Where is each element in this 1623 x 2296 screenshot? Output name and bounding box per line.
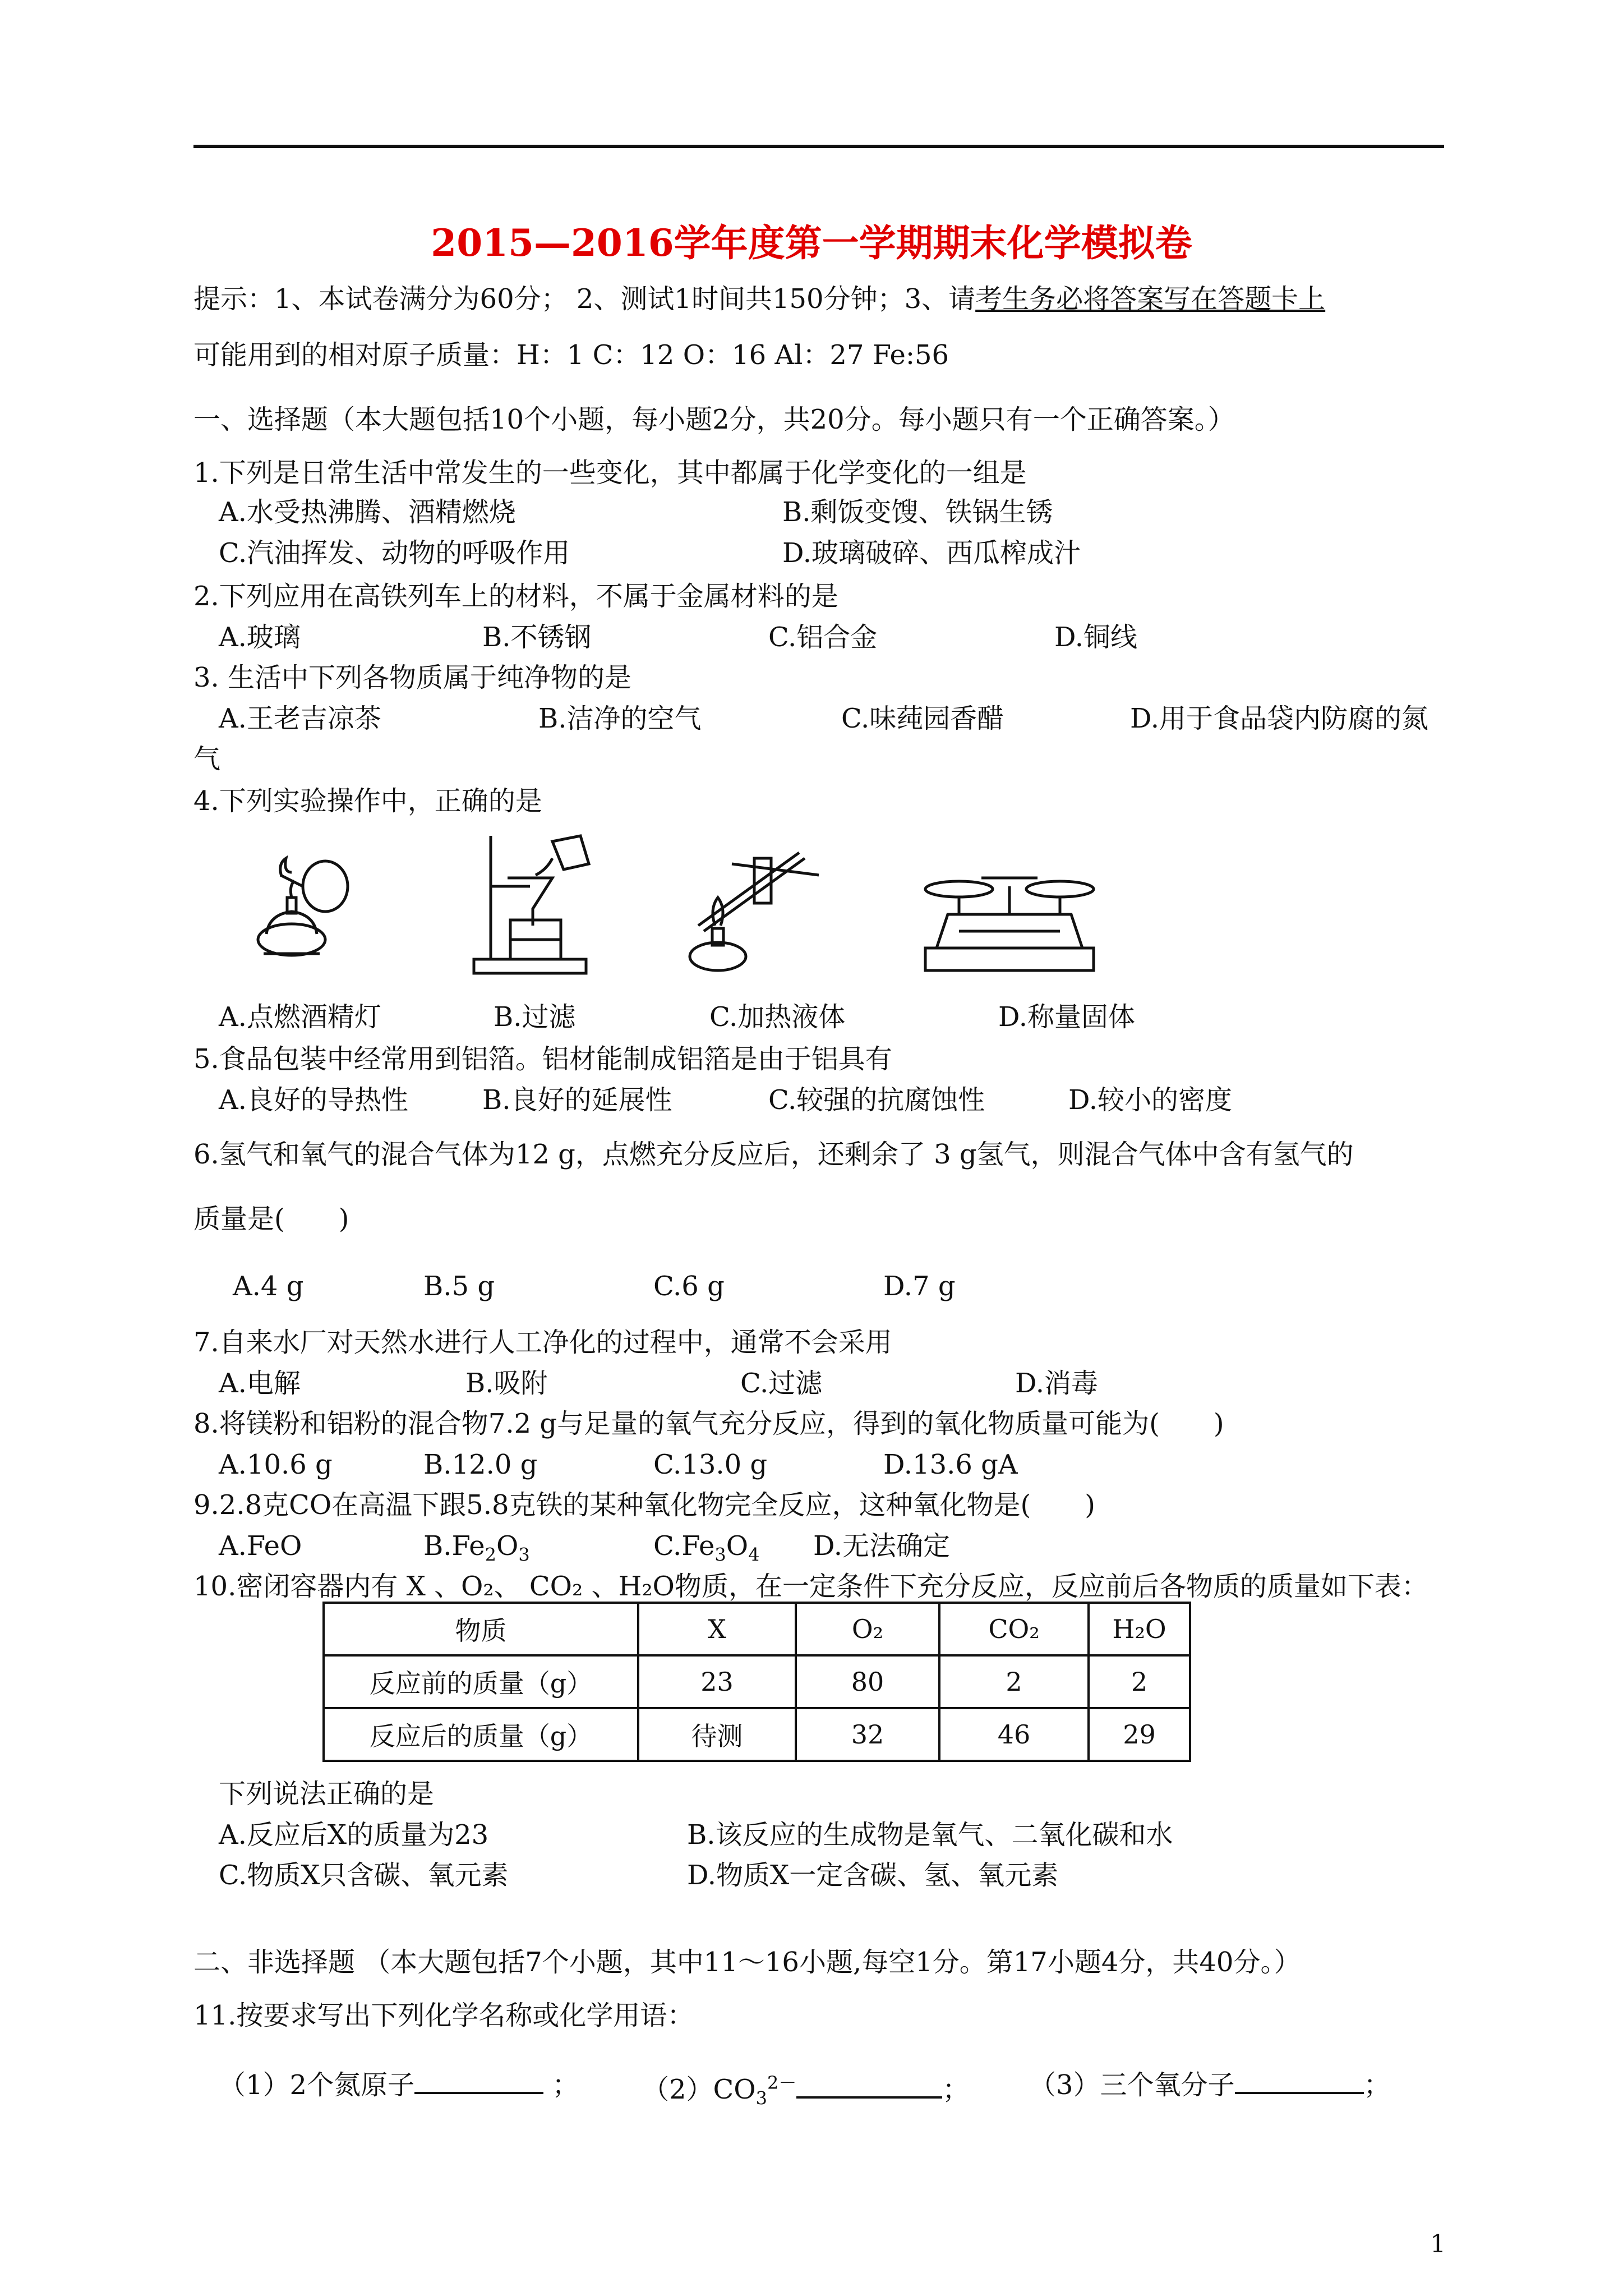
section-1-heading: 一、选择题（本大题包括10个小题，每小题2分，共20分。每小题只有一个正确答案。） bbox=[193, 404, 1235, 435]
q1-option-b: B.剩饭变馊、铁锅生锈 bbox=[782, 496, 1053, 528]
q1-option-d: D.玻璃破碎、西瓜榨成汁 bbox=[782, 537, 1081, 569]
table-cell: 46 bbox=[939, 1708, 1089, 1761]
q3-option-c: C.味莼园香醋 bbox=[841, 703, 1004, 734]
q11-blank-1[interactable] bbox=[414, 2067, 543, 2094]
table-cell: 80 bbox=[796, 1655, 939, 1708]
table-header-cell: H₂O bbox=[1089, 1603, 1190, 1655]
table-header-cell: X bbox=[638, 1603, 796, 1655]
q11-part-1-label: （1）2个氮原子 bbox=[219, 2069, 415, 2101]
q2-stem: 2.下列应用在高铁列车上的材料，不属于金属材料的是 bbox=[193, 581, 838, 612]
mass-table bbox=[322, 1602, 1191, 1762]
q3-option-d-cont: 气 bbox=[193, 743, 221, 775]
table-header-cell: CO₂ bbox=[939, 1603, 1089, 1655]
q6-option-a: A.4 g bbox=[233, 1271, 304, 1302]
alcohol-lamp-lighting-illustration bbox=[247, 841, 376, 970]
table-cell: 反应前的质量（g） bbox=[324, 1655, 638, 1708]
q11-part-3-label: （3）三个氧分子 bbox=[1029, 2069, 1235, 2101]
q5-option-d: D.较小的密度 bbox=[1068, 1084, 1233, 1116]
q9-option-c: $C.Fe_3O_4$ bbox=[653, 1530, 760, 1566]
q9-option-a: A.FeO bbox=[219, 1530, 302, 1562]
balance-weighing-illustration bbox=[914, 864, 1105, 976]
table-cell: 32 bbox=[796, 1708, 939, 1761]
q10-prompt: 下列说法正确的是 bbox=[219, 1778, 435, 1810]
q9-option-d: D.无法确定 bbox=[813, 1530, 951, 1562]
tip-line bbox=[193, 283, 1325, 315]
q10-option-b: B.该反应的生成物是氧气、二氧化碳和水 bbox=[687, 1819, 1173, 1851]
q5-option-a: A.良好的导热性 bbox=[219, 1084, 408, 1116]
atomic-masses: 可能用到的相对原子质量：H：1 C：12 O：16 Al：27 Fe:56 bbox=[193, 339, 949, 371]
q8-stem: 8.将镁粉和铝粉的混合物7.2 g与足量的氧气充分反应，得到的氧化物质量可能为( ) bbox=[193, 1408, 1224, 1439]
table-cell: 反应后的质量（g） bbox=[324, 1708, 638, 1761]
q9-stem: 9.2.8克CO在高温下跟5.8克铁的某种氧化物完全反应，这种氧化物是( ) bbox=[193, 1489, 1096, 1521]
heating-liquid-illustration bbox=[676, 841, 827, 982]
q11-part-1: （1）2个氮原子 ； bbox=[219, 2067, 579, 2101]
table-cell: 待测 bbox=[638, 1708, 796, 1761]
table-row bbox=[324, 1708, 1190, 1761]
q8-option-c: C.13.0 g bbox=[653, 1449, 768, 1480]
q1-stem: 1.下列是日常生活中常发生的一些变化，其中都属于化学变化的一组是 bbox=[193, 457, 1027, 489]
q8-option-d: D.13.6 gA bbox=[883, 1449, 1018, 1480]
q7-option-b: B.吸附 bbox=[465, 1368, 548, 1399]
q2-option-a: A.玻璃 bbox=[219, 622, 301, 653]
q11-part-2: $(2)CO_3^{2-}$ ； bbox=[642, 2072, 970, 2109]
q4-option-c: C.加热液体 bbox=[709, 1001, 846, 1033]
q11-stem: 11.按要求写出下列化学名称或化学用语： bbox=[193, 2000, 694, 2031]
q10-stem: 10.密闭容器内有 X 、O₂、 CO₂ 、H₂O物质，在一定条件下充分反应，反应前后各物质的质量如下表： bbox=[193, 1571, 1428, 1602]
q10-option-c: C.物质X只含碳、氧元素 bbox=[219, 1860, 509, 1891]
tip-text: 提示：1、本试卷满分为60分； 2、测试1时间共150分钟；3、请 bbox=[193, 283, 976, 315]
q3-option-d: D.用于食品袋内防腐的氮 bbox=[1130, 703, 1429, 734]
q6-option-c: C.6 g bbox=[653, 1271, 725, 1302]
q3-option-a: A.王老吉凉茶 bbox=[219, 703, 381, 734]
q7-option-d: D.消毒 bbox=[1015, 1368, 1099, 1399]
q7-option-a: A.电解 bbox=[219, 1368, 301, 1399]
q7-stem: 7.自来水厂对天然水进行人工净化的过程中，通常不会采用 bbox=[193, 1327, 892, 1358]
q11-part-2-label: （2）CO bbox=[642, 2074, 756, 2105]
q4-option-a: A.点燃酒精灯 bbox=[219, 1001, 381, 1033]
q1-option-c: C.汽油挥发、动物的呼吸作用 bbox=[219, 537, 570, 569]
table-header-cell: 物质 bbox=[324, 1603, 638, 1655]
table-cell: 23 bbox=[638, 1655, 796, 1708]
q2-option-d: D.铜线 bbox=[1054, 622, 1138, 653]
q2-option-b: B.不锈钢 bbox=[482, 622, 592, 653]
table-header-row bbox=[324, 1603, 1190, 1655]
q6-option-b: B.5 g bbox=[423, 1271, 495, 1302]
q11-blank-2[interactable] bbox=[796, 2072, 942, 2099]
page-title: 2015—2016学年度第一学期期末化学模拟卷 bbox=[431, 221, 1192, 265]
q6-option-d: D.7 g bbox=[883, 1271, 956, 1302]
q11-part-3: （3）三个氧分子 ； bbox=[1029, 2067, 1391, 2101]
q2-option-c: C.铝合金 bbox=[768, 622, 878, 653]
tip-underline-text: 考生务必将答案写在答题卡上 bbox=[975, 283, 1326, 315]
q5-stem: 5.食品包装中经常用到铝箔。铝材能制成铝箔是由于铝具有 bbox=[193, 1043, 892, 1075]
table-cell: 2 bbox=[1089, 1655, 1190, 1708]
q5-option-b: B.良好的延展性 bbox=[482, 1084, 672, 1116]
table-row bbox=[324, 1655, 1190, 1708]
q3-option-b: B.洁净的空气 bbox=[538, 703, 702, 734]
filtration-apparatus-illustration bbox=[468, 825, 603, 982]
q4-stem: 4.下列实验操作中，正确的是 bbox=[193, 785, 542, 817]
q8-option-a: A.10.6 g bbox=[219, 1449, 333, 1480]
q6-stem: 6.氢气和氧气的混合气体为12 g，点燃充分反应后，还剩余了 3 g氢气，则混合气体中含有氢气的 bbox=[193, 1139, 1354, 1170]
q3-stem: 3. 生活中下列各物质属于纯净物的是 bbox=[193, 662, 632, 693]
q4-option-b: B.过滤 bbox=[494, 1001, 576, 1033]
table-cell: 2 bbox=[939, 1655, 1089, 1708]
table-header-cell: O₂ bbox=[796, 1603, 939, 1655]
top-rule bbox=[193, 145, 1444, 148]
q10-option-a: A.反应后X的质量为23 bbox=[219, 1819, 489, 1851]
q7-option-c: C.过滤 bbox=[740, 1368, 823, 1399]
q4-option-d: D.称量固体 bbox=[998, 1001, 1136, 1033]
q9-option-b: $B.Fe_2O_3$ bbox=[423, 1530, 530, 1566]
q10-option-d: D.物质X一定含碳、氢、氧元素 bbox=[687, 1860, 1059, 1891]
q11-blank-3[interactable] bbox=[1235, 2067, 1364, 2094]
table-cell: 29 bbox=[1089, 1708, 1190, 1761]
page-number: 1 bbox=[1430, 2230, 1446, 2258]
q6-stem-cont: 质量是( ) bbox=[193, 1203, 349, 1235]
q1-option-a: A.水受热沸腾、酒精燃烧 bbox=[219, 496, 516, 528]
q5-option-c: C.较强的抗腐蚀性 bbox=[768, 1084, 985, 1116]
q8-option-b: B.12.0 g bbox=[423, 1449, 538, 1480]
section-2-heading: 二、非选择题 （本大题包括7个小题，其中11～16小题,每空1分。第17小题4分，共40分。） bbox=[193, 1947, 1301, 1978]
